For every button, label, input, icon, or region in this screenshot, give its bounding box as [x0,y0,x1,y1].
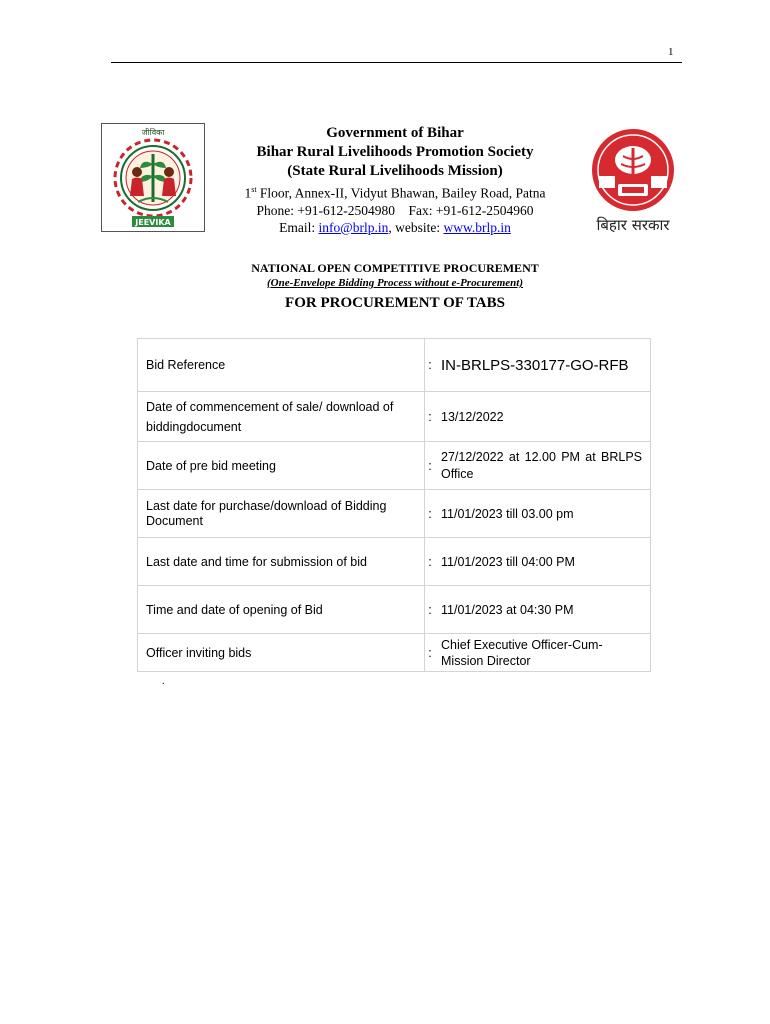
jeevika-logo-text: JEEVIKA [135,218,171,227]
table-row [138,392,651,442]
row-value: Chief Executive Officer-Cum-Mission Director [435,634,651,672]
table-row [138,586,651,634]
jeevika-logo [101,123,205,232]
row-label: Last date for purchase/download of Bidding Document [138,490,425,538]
row-label: Last date and time for submission of bid [138,538,425,586]
row-value: IN-BRLPS-330177-GO-RFB [435,339,651,392]
bihar-government-emblem [585,126,685,234]
procurement-title: NATIONAL OPEN COMPETITIVE PROCUREMENT [251,261,539,275]
contact-line: Email: info@brlp.in, website: www.brlp.in [279,219,511,235]
row-colon: : [425,442,436,490]
jeevika-logo-hindi: जीविका [141,128,165,137]
row-colon: : [425,634,436,672]
table-row [138,490,651,538]
row-colon: : [425,490,436,538]
row-value: 13/12/2022 [435,392,651,442]
row-label: Bid Reference [138,339,425,392]
procurement-item-heading: FOR PROCUREMENT OF TABS [285,295,505,311]
society-line: Bihar Rural Livelihoods Promotion Society [256,144,534,160]
government-line: Government of Bihar [326,125,464,141]
address-line: 1st Floor, Annex-II, Vidyut Bhawan, Bailey Road, Patna [244,185,546,201]
bid-details-table [137,338,651,672]
row-colon: : [425,339,436,392]
email-link[interactable]: info@brlp.in [318,219,389,235]
row-label: Officer inviting bids [138,634,425,672]
row-label: Date of commencement of sale/ download of biddingdocument [138,392,425,442]
row-value: 27/12/2022 at 12.00 PM at BRLPS Office [435,442,651,490]
row-value: 11/01/2023 till 04:00 PM [435,538,651,586]
row-value: 11/01/2023 at 04:30 PM [435,586,651,634]
row-value: 11/01/2023 till 03.00 pm [435,490,651,538]
header-rule [111,62,682,63]
trailing-dot: . [162,676,165,687]
row-colon: : [425,586,436,634]
row-colon: : [425,538,436,586]
page-number: 1 [668,46,674,58]
row-colon: : [425,392,436,442]
procurement-heading [200,261,590,313]
procurement-subtitle: (One-Envelope Bidding Process without e-Procurement) [266,277,524,289]
table-row [138,442,651,490]
table-row [138,339,651,392]
table-row [138,538,651,586]
row-label: Time and date of opening of Bid [138,586,425,634]
emblem-caption: बिहार सरकार [596,216,670,234]
mission-line: (State Rural Livelihoods Mission) [287,163,503,179]
row-label: Date of pre bid meeting [138,442,425,490]
table-row [138,634,651,672]
phone-fax-line: Phone: +91-612-2504980 Fax: +91-612-2504960 [256,202,534,218]
website-link[interactable]: www.brlp.in [443,219,511,235]
organization-header [215,124,575,236]
